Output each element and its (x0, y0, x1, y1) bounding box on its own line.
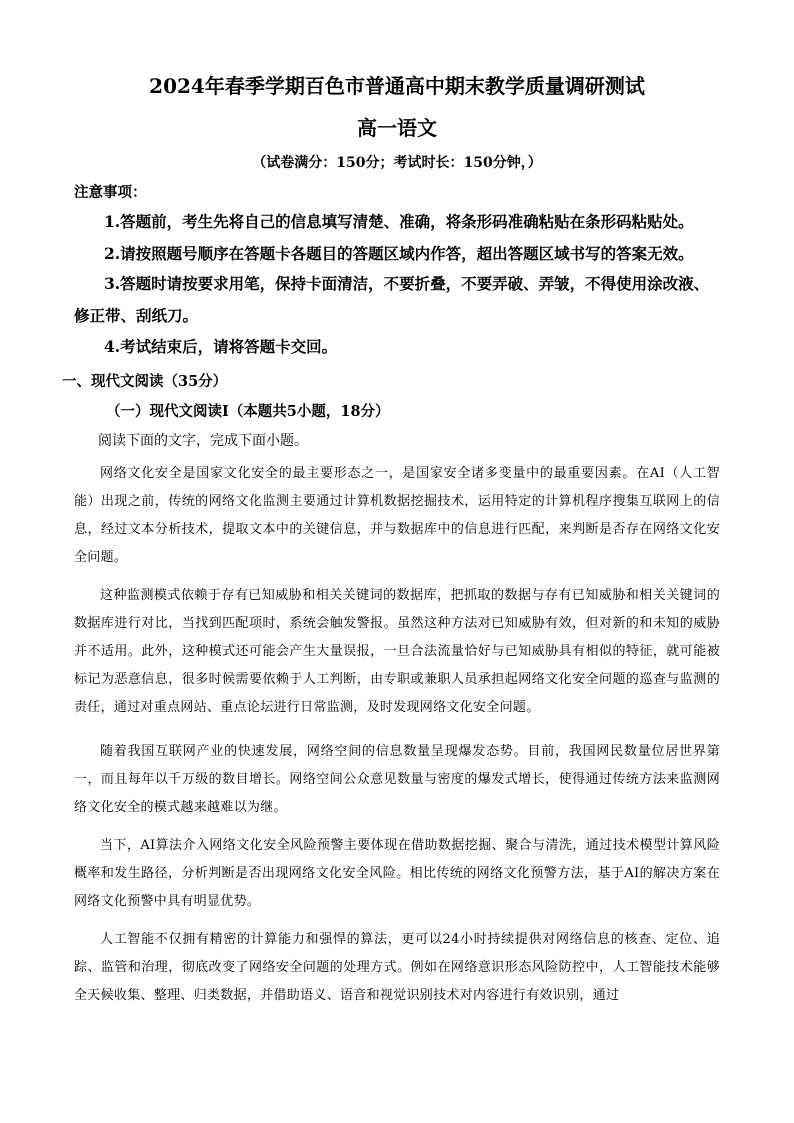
note-item: 4.考试结束后，请将答题卡交回。 (104, 337, 338, 356)
subsection-heading: （一）现代文阅读Ⅰ（本题共5小题，18分） (106, 403, 390, 420)
passage-paragraph: 随着我国互联网产业的快速发展，网络空间的信息数量呈现爆发态势。目前，我国网民数量位居世界第一，而且每年以千万级的数目增长。网络空间公众意见数量与密度的爆发式增长，使得通过传统方法来监测网络文化安全的模式越来越难以为继。 (74, 744, 720, 815)
exam-title: 2024年春季学期百色市普通高中期末教学质量调研测试 (149, 74, 645, 98)
section-heading: 一、现代文阅读（35分） (62, 373, 228, 390)
note-item: 2.请按照题号顺序在答题卡各题目的答题区域内作答，超出答题区域书写的答案无效。 (104, 244, 694, 263)
passage-paragraph: 当下，AI算法介入网络文化安全风险预警主要体现在借助数据挖掘、聚合与清洗，通过技术模型计算风险概率和发生路径，分析判断是否出现网络文化安全风险。相比传统的网络文化预警方法，基于AI的解决方案在网络文化预警中具有明显优势。 (74, 838, 720, 909)
reading-instruction: 阅读下面的文字，完成下面小题。 (98, 433, 308, 449)
note-item: 1.答题前，考生先将自己的信息填写清楚、准确，将条形码准确粘贴在条形码粘贴处。 (104, 212, 694, 231)
exam-info: （试卷满分：150分；考试时长：150分钟，） (252, 155, 542, 171)
note-item: 3.答题时请按要求用笔，保持卡面清洁，不要折叠，不要弄破、弄皱，不得使用涂改液、修正带、刮纸刀。 (74, 274, 710, 325)
subject-title: 高一语文 (357, 116, 437, 140)
passage-paragraph: 人工智能不仅拥有精密的计算能力和强悍的算法，更可以24小时持续提供对网络信息的核查、定位、追踪、监管和治理，彻底改变了网络安全问题的处理方式。例如在网络意识形态风险防控中，人工智能技术能够全天候收集、整理、归类数据，并借助语义、语音和视觉识别技术对内容进行有效识别，通过 (74, 932, 720, 1003)
passage-paragraph: 网络文化安全是国家文化安全的最主要形态之一，是国家安全诸多变量中的最重要因素。在AI（人工智能）出现之前，传统的网络文化监测主要通过计算机数据挖掘技术，运用特定的计算机程序搜集互联网上的信息，经过文本分析技术，提取文本中的关键信息，并与数据库中的信息进行匹配，来判断是否存在网络文化安全问题。 (74, 466, 720, 565)
passage-paragraph: 这种监测模式依赖于存有已知威胁和相关关键词的数据库，把抓取的数据与存有已知威胁和相关关键词的数据库进行对比，当找到匹配项时，系统会触发警报。虽然这种方法对已知威胁有效，但对新的和未知的威胁并不适用。此外，这种模式还可能会产生大量误报，一旦合法流量恰好与已知威胁具有相似的特征，就可能被标记为恶意信息，很多时候需要依赖于人工判断，由专职或兼职人员承担起网络文化安全问题的巡查与监测的责任，通过对重点网站、重点论坛进行日常监测，及时发现网络文化安全问题。 (74, 588, 720, 715)
notes-heading: 注意事项： (74, 184, 147, 201)
